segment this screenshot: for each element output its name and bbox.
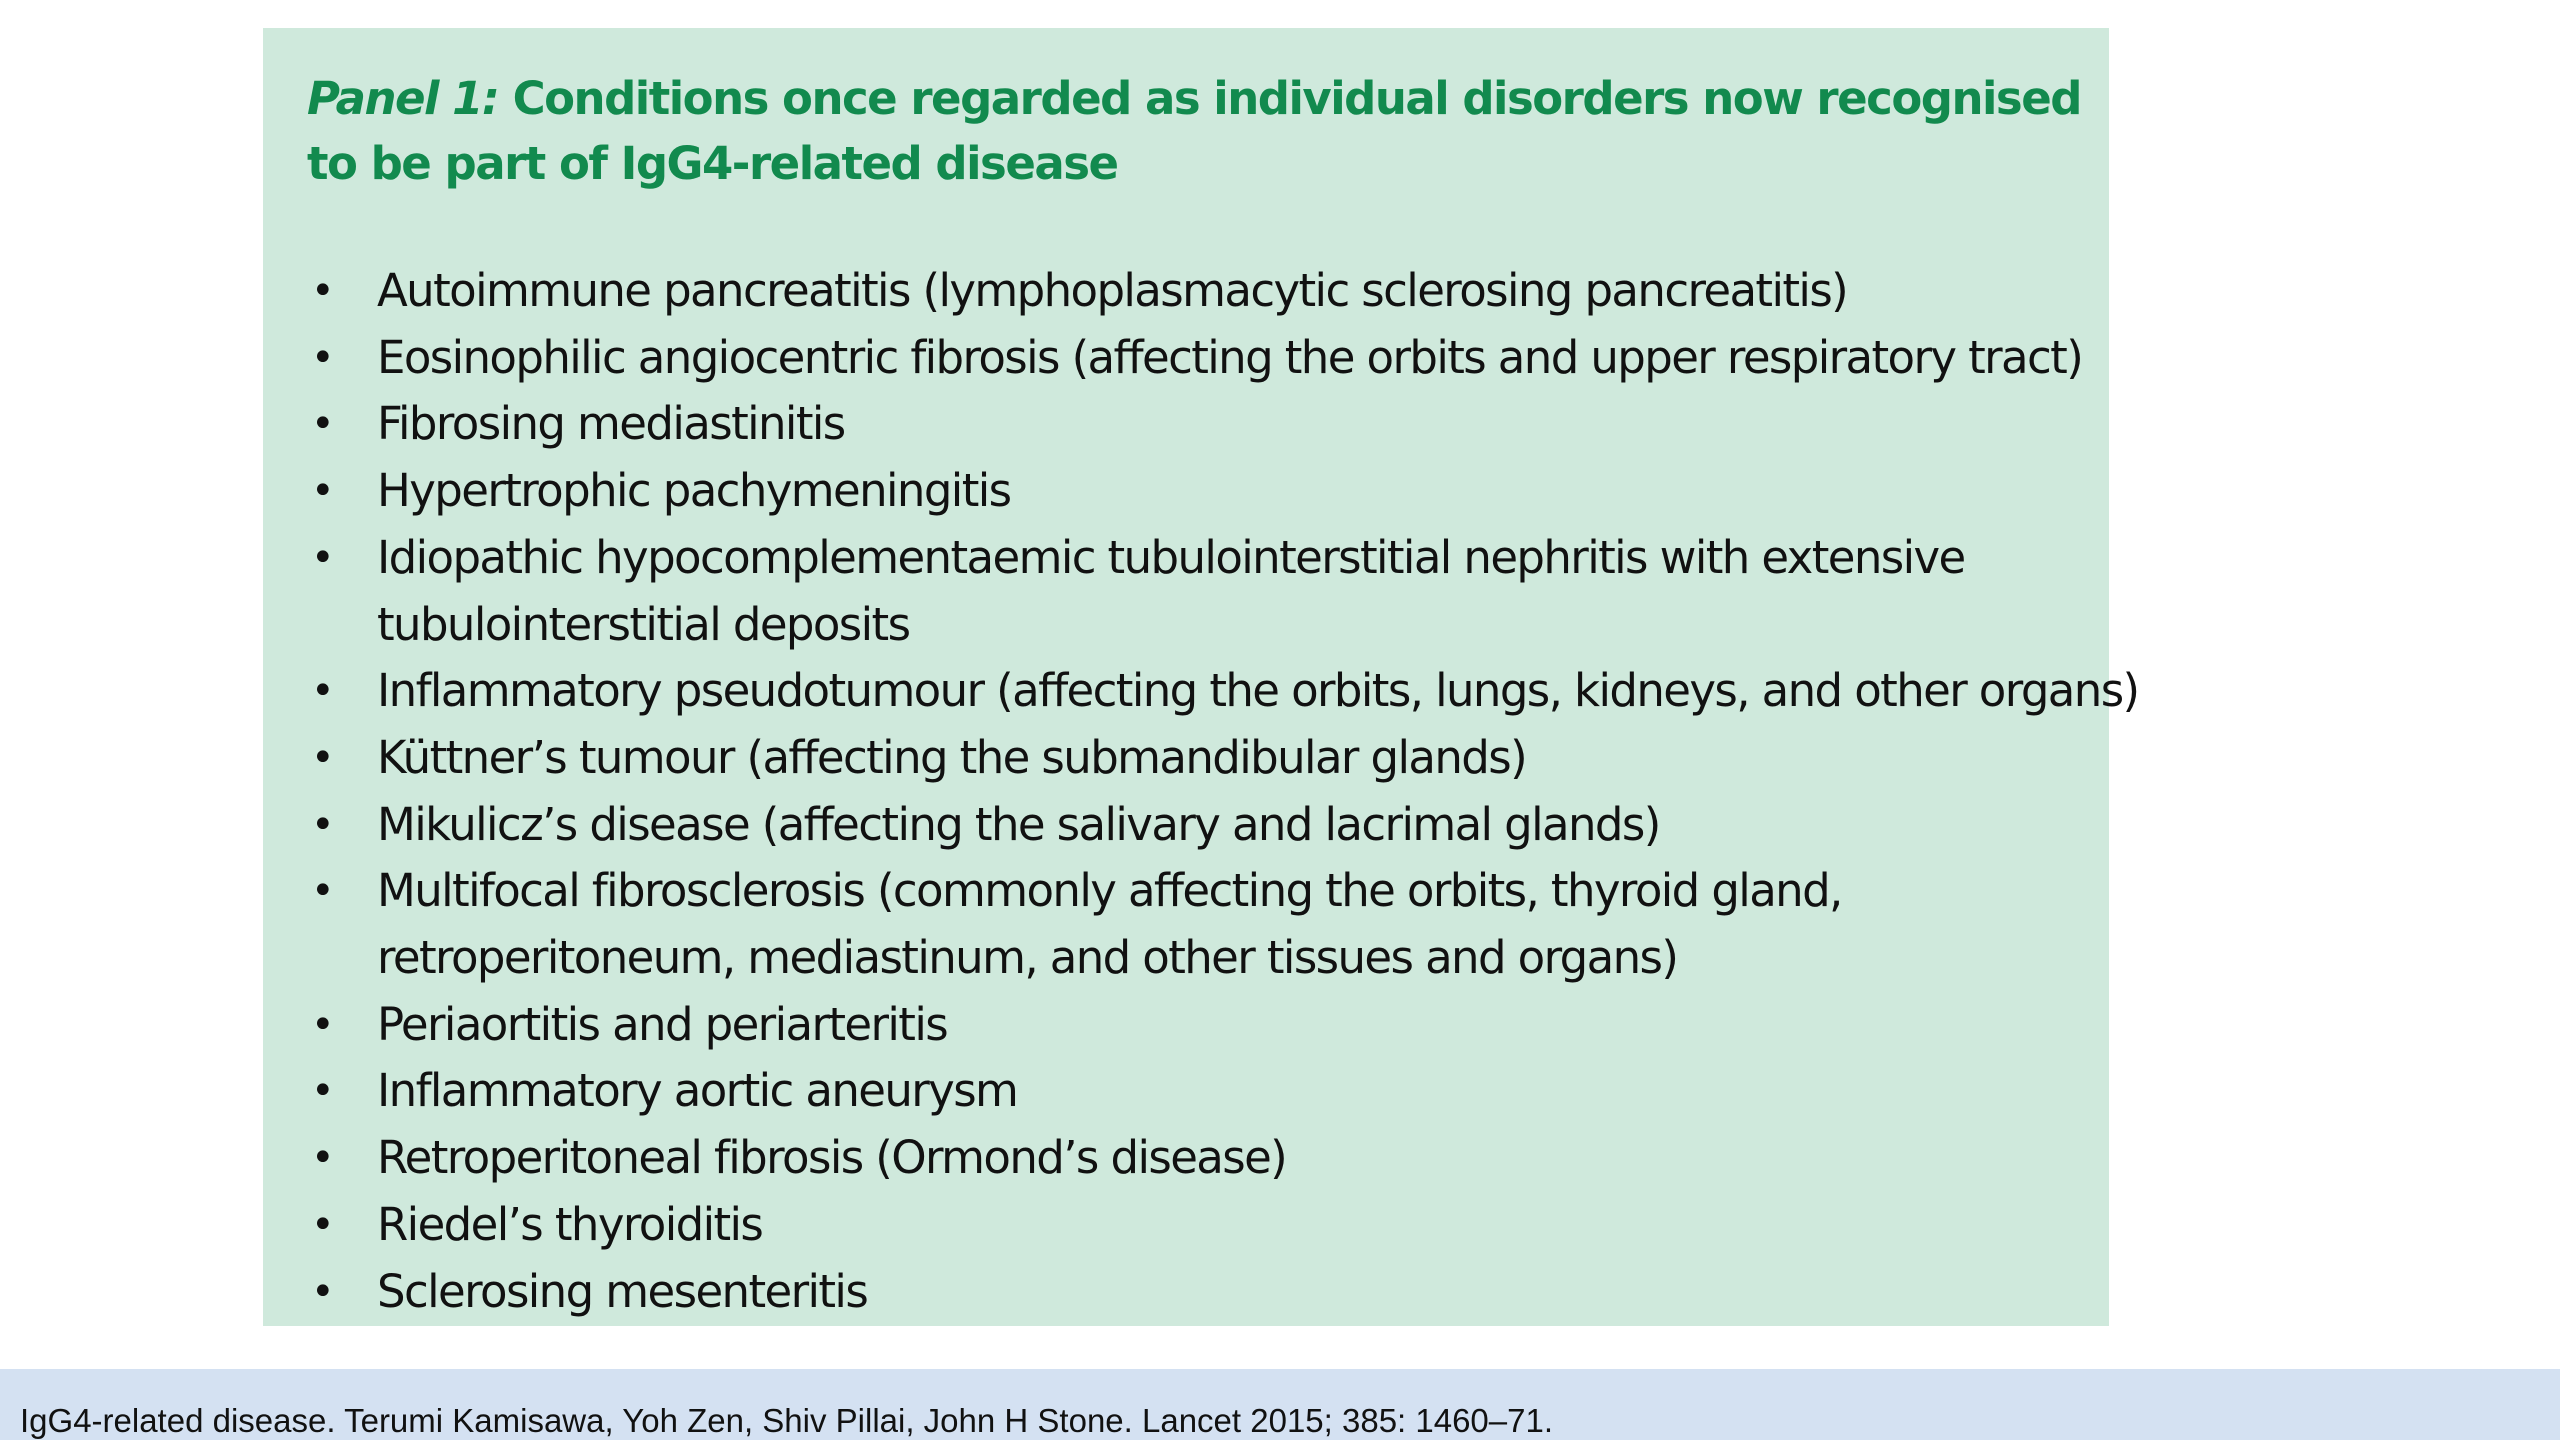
list-item: [307, 1125, 2107, 1192]
list-item-text: Periaortitis and periarteritis: [377, 997, 948, 1051]
bullet-icon: •: [311, 534, 333, 581]
list-item-text: Idiopathic hypocomplementaemic tubulointerstitial nephritis with extensive: [377, 530, 1965, 584]
list-item-text: Inflammatory pseudotumour (affecting the orbits, lungs, kidneys, and other organs): [377, 664, 2139, 718]
list-item: [307, 1058, 2107, 1125]
bullet-icon: •: [311, 801, 333, 848]
panel-title-text: Conditions once regarded as individual disorders now recognised to be part of IgG4-related disease: [307, 72, 2081, 190]
bullet-icon: •: [311, 668, 333, 715]
list-item: [307, 658, 2139, 725]
list-item-text: Hypertrophic pachymeningitis: [377, 464, 1011, 518]
conditions-list: [307, 258, 2139, 1325]
citation-text: IgG4-related disease. Terumi Kamisawa, Yoh Zen, Shiv Pillai, John H Stone. Lancet 2015; 385: 1460–71.: [20, 1402, 1554, 1439]
list-item: [307, 725, 2107, 792]
list-item-text: Riedel’s thyroiditis: [377, 1197, 763, 1251]
citation-bar: [0, 1369, 2560, 1440]
bullet-icon: •: [311, 401, 333, 448]
list-item-text: Sclerosing mesenteritis: [377, 1264, 868, 1318]
bullet-icon: •: [311, 734, 333, 781]
list-item-text: Eosinophilic angiocentric fibrosis (affecting the orbits and upper respiratory tract): [377, 330, 2083, 384]
bullet-icon: •: [311, 1268, 333, 1315]
list-item: [307, 792, 2107, 859]
bullet-icon: •: [311, 1201, 333, 1248]
list-item-text: Autoimmune pancreatitis (lymphoplasmacytic sclerosing pancreatitis): [377, 264, 1848, 317]
bullet-icon: •: [311, 1068, 333, 1115]
bullet-icon: •: [311, 268, 333, 314]
bullet-icon: •: [311, 334, 333, 381]
list-item: [307, 458, 2107, 525]
list-item: [307, 1259, 2107, 1326]
bullet-icon: •: [311, 1001, 333, 1048]
bullet-icon: •: [311, 468, 333, 515]
list-item-text: Mikulicz’s disease (affecting the salivary and lacrimal glands): [377, 797, 1660, 851]
list-item-text: Retroperitoneal fibrosis (Ormond’s disease): [377, 1131, 1287, 1185]
list-item: [307, 858, 2107, 991]
panel-title: [307, 66, 2097, 196]
list-item-text: retroperitoneum, mediastinum, and other tissues and organs): [377, 931, 1678, 985]
list-item: [307, 1192, 2107, 1259]
bullet-icon: •: [311, 1135, 333, 1182]
list-item: [307, 992, 2107, 1059]
panel-box: [263, 28, 2139, 1326]
panel-title-prefix: Panel 1:: [307, 72, 499, 125]
list-item: [307, 258, 2107, 325]
list-item-text: Küttner’s tumour (affecting the submandibular glands): [377, 730, 1527, 784]
list-item-text: Inflammatory aortic aneurysm: [377, 1064, 1018, 1118]
bullet-icon: •: [311, 868, 333, 915]
list-item: [307, 391, 2107, 458]
list-item: [307, 325, 2107, 392]
list-item-text: Multifocal fibrosclerosis (commonly affecting the orbits, thyroid gland,: [377, 864, 1842, 918]
list-item-text: Fibrosing mediastinitis: [377, 397, 845, 451]
list-item-text: tubulointerstitial deposits: [377, 597, 910, 651]
list-item: [307, 525, 2107, 658]
